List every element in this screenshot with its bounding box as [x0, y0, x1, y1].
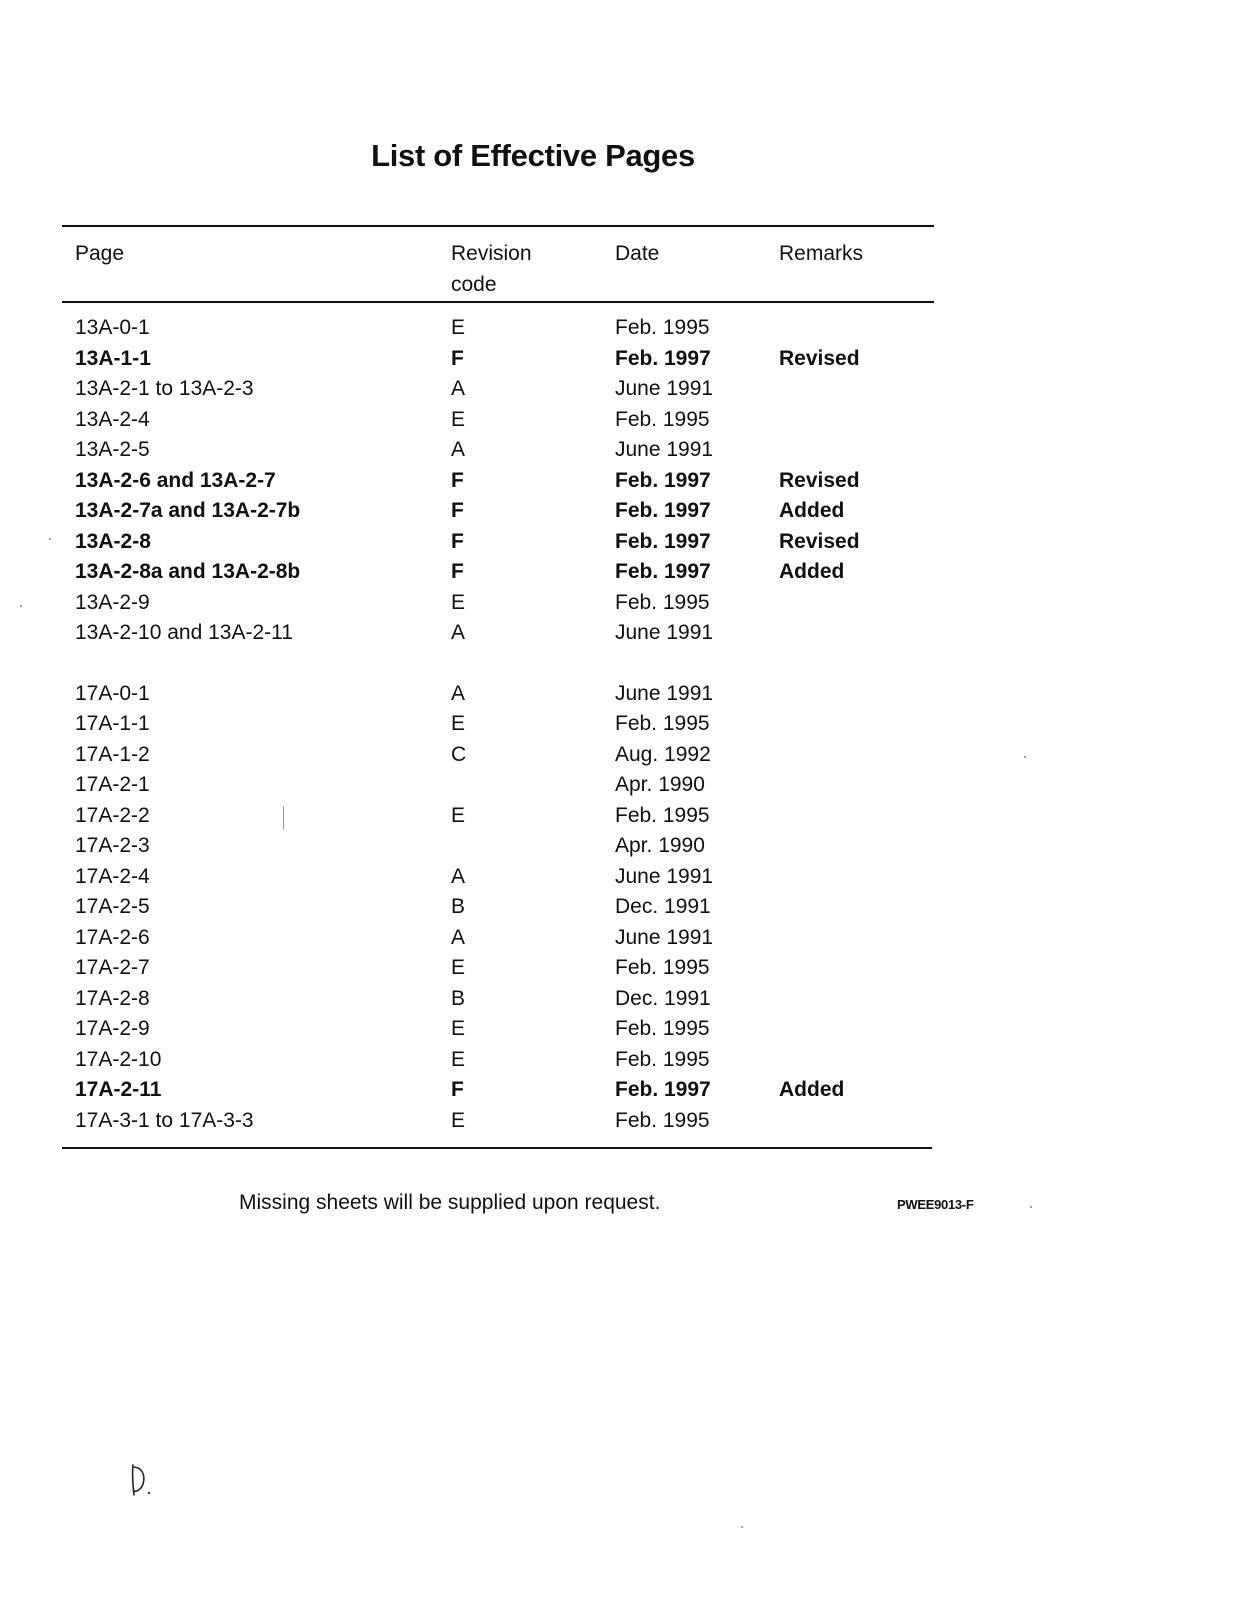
table-row	[75, 344, 935, 375]
cell-page: 13A-0-1	[75, 316, 150, 339]
cell-page: 17A-2-2	[75, 803, 150, 827]
cell-remarks	[779, 1106, 929, 1137]
cell-revision-code: B	[451, 986, 466, 1010]
cell-revision-code: E	[451, 956, 466, 979]
cell-remarks	[779, 709, 929, 740]
cell-date: Feb. 1995	[615, 316, 710, 339]
table-row	[75, 984, 935, 1015]
cell-revision-code: A	[451, 864, 466, 888]
column-header-revision-code	[451, 238, 532, 300]
table-row	[75, 313, 935, 344]
cell-date: June 1991	[615, 864, 714, 888]
column-header-date: Date	[615, 242, 660, 265]
table-row	[75, 740, 935, 771]
table-row	[75, 496, 935, 527]
cell-date: Feb. 1995	[615, 1047, 710, 1071]
cell-revision-code: F	[451, 1078, 464, 1101]
cell-date: Feb. 1997	[615, 1078, 711, 1101]
cell-date: June 1991	[615, 681, 714, 705]
cell-page: 17A-2-7	[75, 956, 150, 979]
page-title: List of Effective Pages	[371, 138, 695, 173]
cell-revision-code: F	[451, 529, 464, 553]
cell-revision-code: B	[451, 895, 466, 918]
cell-page: 17A-0-1	[75, 681, 150, 705]
cell-remarks: Revised	[779, 346, 860, 370]
cell-date: Feb. 1997	[615, 468, 711, 492]
cell-remarks	[779, 923, 929, 954]
cell-page: 17A-2-10	[75, 1047, 162, 1071]
cell-date: Apr. 1990	[615, 834, 705, 857]
table-row	[75, 405, 935, 436]
cell-revision-code: A	[451, 681, 466, 705]
scan-speck	[49, 538, 51, 540]
section-gap	[75, 649, 935, 679]
cell-remarks	[779, 679, 929, 710]
cell-date: Feb. 1995	[615, 590, 710, 614]
table-row	[75, 770, 935, 801]
cell-date: Feb. 1995	[615, 803, 710, 827]
cell-revision-code: E	[451, 803, 466, 827]
cell-page: 17A-1-1	[75, 712, 150, 735]
cell-page: 17A-1-2	[75, 742, 150, 766]
column-header-revision-code-line1: Revision	[451, 242, 532, 265]
cell-page: 13A-2-8	[75, 529, 151, 553]
cell-revision-code: E	[451, 407, 466, 431]
cell-revision-code: E	[451, 1108, 466, 1132]
handwritten-mark	[128, 1462, 154, 1498]
cell-revision-code: E	[451, 1047, 466, 1071]
cell-remarks: Added	[779, 560, 845, 583]
cell-date: Feb. 1997	[615, 499, 711, 522]
table-top-rule	[62, 225, 934, 227]
table-row	[75, 709, 935, 740]
cell-remarks	[779, 405, 929, 436]
table-row	[75, 1075, 935, 1106]
scan-speck	[1030, 1206, 1032, 1208]
cell-date: June 1991	[615, 621, 714, 644]
cell-page: 13A-2-10 and 13A-2-11	[75, 621, 293, 644]
table-row	[75, 1045, 935, 1076]
table-row	[75, 588, 935, 619]
effective-pages-table-body	[75, 313, 935, 1136]
cell-remarks: Added	[779, 1078, 845, 1101]
cell-date: Feb. 1997	[615, 529, 711, 553]
scan-speck	[741, 1526, 743, 1528]
cell-revision-code: A	[451, 438, 466, 461]
table-row	[75, 1106, 935, 1137]
footnote: Missing sheets will be supplied upon request.	[239, 1191, 661, 1214]
table-row	[75, 466, 935, 497]
cell-revision-code: A	[451, 377, 466, 400]
cell-date: Dec. 1991	[615, 895, 711, 918]
cell-revision-code: E	[451, 316, 466, 339]
cell-date: Feb. 1995	[615, 407, 710, 431]
cell-date: Feb. 1995	[615, 1017, 710, 1040]
cell-remarks	[779, 862, 929, 893]
cell-page: 17A-2-9	[75, 1017, 150, 1040]
cell-date: Aug. 1992	[615, 742, 711, 766]
cell-date: Feb. 1997	[615, 560, 711, 583]
cell-remarks	[779, 831, 929, 862]
table-bottom-rule	[62, 1147, 932, 1149]
table-header-rule	[62, 301, 934, 303]
cell-remarks: Added	[779, 499, 845, 522]
cell-revision-code: F	[451, 499, 464, 522]
cell-page: 17A-2-1	[75, 773, 150, 796]
cell-page: 13A-2-7a and 13A-2-7b	[75, 499, 301, 522]
cell-page: 13A-2-4	[75, 407, 150, 431]
document-id: PWEE9013-F	[897, 1197, 974, 1212]
table-row	[75, 435, 935, 466]
cell-page: 17A-2-4	[75, 864, 150, 888]
cell-page: 17A-2-5	[75, 895, 150, 918]
table-row	[75, 618, 935, 649]
table-row	[75, 679, 935, 710]
cell-remarks	[779, 953, 929, 984]
cell-page: 17A-2-11	[75, 1078, 162, 1101]
cell-remarks	[779, 801, 929, 832]
cell-revision-code: F	[451, 560, 464, 583]
column-header-page: Page	[75, 242, 125, 265]
table-row	[75, 862, 935, 893]
scan-speck	[283, 806, 288, 830]
table-row	[75, 527, 935, 558]
cell-remarks: Revised	[779, 529, 860, 553]
cell-date: Feb. 1995	[615, 956, 710, 979]
cell-page: 17A-2-3	[75, 834, 150, 857]
cell-page: 17A-3-1 to 17A-3-3	[75, 1108, 254, 1132]
table-row	[75, 801, 935, 832]
cell-page: 13A-2-9	[75, 590, 150, 614]
cell-revision-code: E	[451, 712, 466, 735]
cell-page: 13A-2-1 to 13A-2-3	[75, 377, 254, 400]
table-row	[75, 892, 935, 923]
cell-revision-code: E	[451, 590, 466, 614]
cell-remarks: Revised	[779, 468, 860, 492]
cell-remarks	[779, 588, 929, 619]
cell-remarks	[779, 740, 929, 771]
table-row	[75, 557, 935, 588]
table-row	[75, 1014, 935, 1045]
cell-date: June 1991	[615, 438, 714, 461]
cell-page: 13A-2-5	[75, 438, 150, 461]
cell-date: Feb. 1995	[615, 1108, 710, 1132]
column-header-revision-code-line2: code	[451, 273, 497, 296]
cell-revision-code	[451, 831, 615, 862]
cell-remarks	[779, 984, 929, 1015]
cell-remarks	[779, 892, 929, 923]
cell-revision-code: F	[451, 346, 464, 370]
table-row	[75, 831, 935, 862]
cell-page: 13A-1-1	[75, 346, 151, 370]
cell-remarks	[779, 1014, 929, 1045]
table-row	[75, 923, 935, 954]
cell-remarks	[779, 770, 929, 801]
column-header-remarks: Remarks	[779, 242, 864, 265]
cell-remarks	[779, 618, 929, 649]
cell-page: 13A-2-8a and 13A-2-8b	[75, 560, 301, 583]
cell-date: Feb. 1997	[615, 346, 711, 370]
cell-page: 17A-2-8	[75, 986, 150, 1010]
cell-remarks	[779, 1045, 929, 1076]
cell-remarks	[779, 313, 929, 344]
scan-speck	[20, 605, 22, 607]
cell-revision-code: E	[451, 1017, 466, 1040]
cell-revision-code: F	[451, 468, 464, 492]
table-row	[75, 374, 935, 405]
cell-revision-code: A	[451, 925, 466, 949]
cell-date: June 1991	[615, 377, 714, 400]
cell-date: Dec. 1991	[615, 986, 711, 1010]
cell-date: June 1991	[615, 925, 714, 949]
cell-remarks	[779, 374, 929, 405]
table-row	[75, 953, 935, 984]
cell-remarks	[779, 435, 929, 466]
scan-speck	[1024, 756, 1026, 758]
cell-date: Feb. 1995	[615, 712, 710, 735]
cell-revision-code: A	[451, 621, 466, 644]
cell-revision-code: C	[451, 742, 467, 766]
cell-revision-code	[451, 770, 615, 801]
cell-page: 13A-2-6 and 13A-2-7	[75, 468, 276, 492]
cell-date: Apr. 1990	[615, 773, 705, 796]
cell-page: 17A-2-6	[75, 925, 150, 949]
